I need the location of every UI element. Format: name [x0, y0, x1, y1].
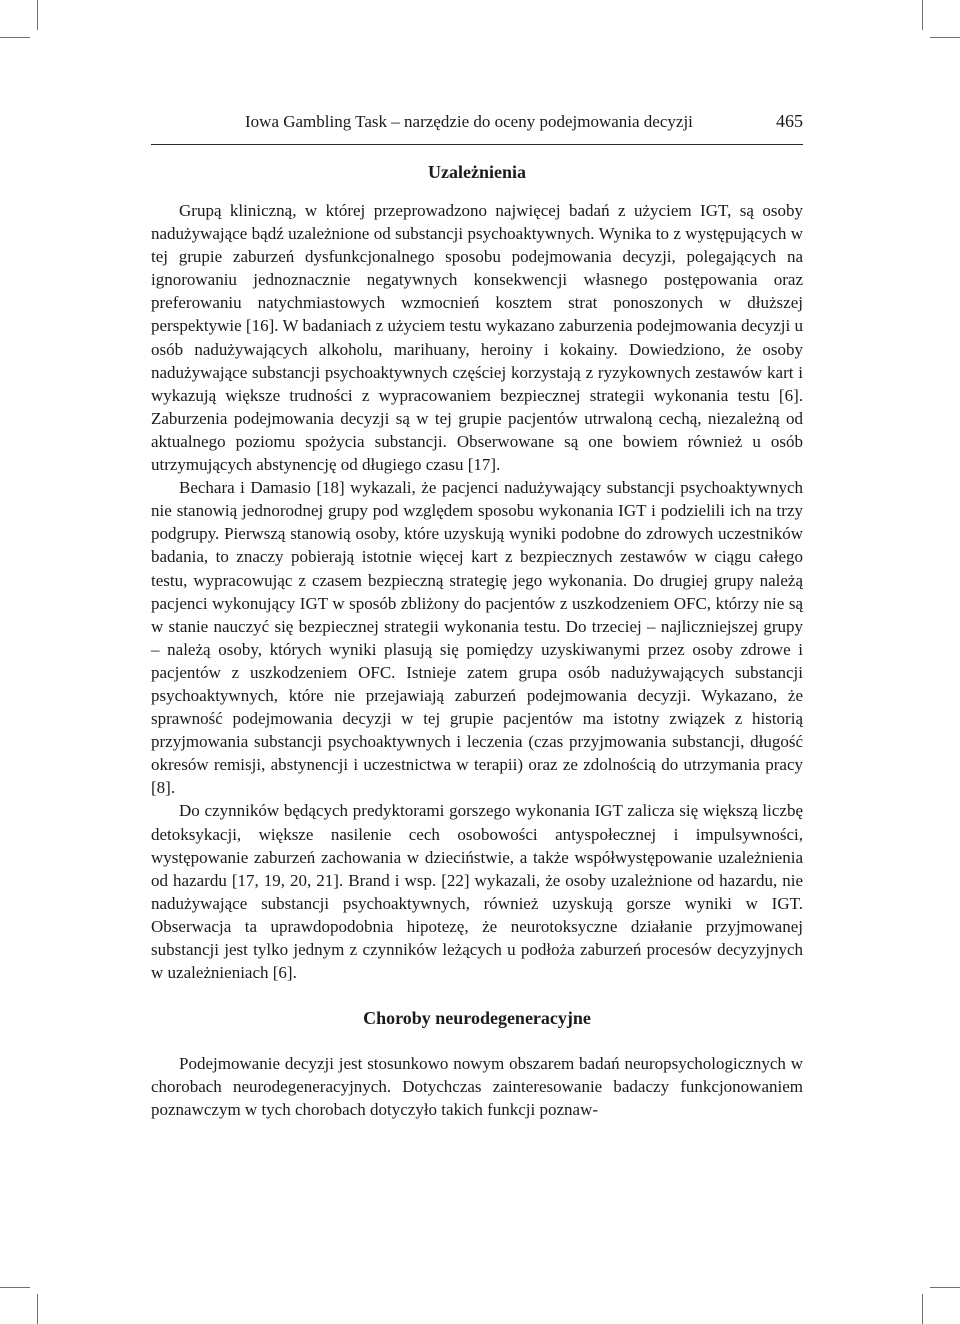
document-page — [151, 110, 803, 1121]
running-title: Iowa Gambling Task – narzędzie do oceny podejmowania decyzji — [245, 112, 693, 131]
body-paragraph: Do czynników będących predyktorami gorszego wykonania IGT zalicza się większą liczbę detoksykacji, większe nasilenie cech osobowości antyspołecznej i impulsywności, występowanie zaburzeń zachowania w dzieciństwie, a także współwystępowanie uzależnienia od hazardu [17, 19, 20, 21]. Brand i wsp. [22] wykazali, że osoby uzależnione od hazardu, nie nadużywające substancji psychoaktywnych, również uzyskują gorsze wyniki w IGT. Obserwacja ta uprawdopodobnia hipotezę, że neurotoksyczne działanie przyjmowanej substancji jest tylko jednym z czynników leżących u podłoża zaburzeń procesów decyzyjnych w uzależnieniach [6]. — [151, 801, 803, 983]
crop-mark — [922, 0, 923, 30]
crop-mark — [0, 1287, 30, 1288]
page-number: 465 — [776, 111, 803, 131]
crop-mark — [37, 1294, 38, 1324]
crop-mark — [37, 0, 38, 30]
crop-mark — [930, 37, 960, 38]
crop-mark — [930, 1287, 960, 1288]
section-heading-addictions: Uzależnienia — [428, 162, 526, 182]
body-paragraph: Grupą kliniczną, w której przeprowadzono najwięcej badań z użyciem IGT, są osoby nadużywające bądź uzależnione od substancji psychoaktywnych. Wynika to z występujących w tej grupie zaburzeń dysfunkcjonalnego sposobu podejmowania decyzji, polegających na ignorowaniu jednoznacznie negatywnych konsekwencji własnego postępowania oraz preferowaniu natychmiastowych wzmocnień kosztem strat ponoszonych w dłuższej perspektywie [16]. W badaniach z użyciem testu wykazano zaburzenia podejmowania decyzji u osób nadużywających alkoholu, marihuany, heroiny i kokainy. Dowiedziono, że osoby nadużywające substancji psychoaktywnych częściej korzystają z ryzykownych zestawów kart i wykazują większe trudności z wypracowaniem bezpiecznej strategii wykonania testu [6]. Zaburzenia podejmowania decyzji są w tej grupie pacjentów utrwaloną cechą, niezależną od aktualnego poziomu spożycia substancji. Obserwowane są one bowiem również u osób utrzymujących abstynencję od długiego czasu [17]. — [151, 201, 803, 475]
crop-mark — [922, 1294, 923, 1324]
crop-mark — [0, 37, 30, 38]
body-paragraph: Podejmowanie decyzji jest stosunkowo nowym obszarem badań neuropsychologicznych w chorobach neurodegeneracyjnych. Dotychczas zainteresowanie badaczy funkcjonowaniem poznawczym w tych chorobach dotyczyło takich funkcji poznaw- — [151, 1054, 803, 1120]
running-header — [151, 110, 803, 145]
section-heading-neurodegenerative-diseases: Choroby neurodegeneracyjne — [363, 1008, 591, 1029]
body-paragraph: Bechara i Damasio [18] wykazali, że pacjenci nadużywający substancji psychoaktywnych nie stanowią jednorodnej grupy pod względem sposobu wykonania IGT i podzielili ich na trzy podgrupy. Pierwszą stanowią osoby, które uzyskują wyniki podobne do zdrowych uczestników badania, to znaczy pobierają istotnie więcej kart z bezpiecznych zestawów w ciągu całego testu, wypracowując z czasem bezpieczną strategię jego wykonania. Do drugiej grupy należą pacjenci wykonujący IGT w sposób zbliżony do pacjentów z uszkodzeniem OFC, którzy nie są w stanie nauczyć się bezpiecznej strategii wykonania testu. Do trzeciej – najliczniejszej grupy – należą osoby, których wyniki plasują się pomiędzy uzyskiwanymi przez osoby zdrowe i pacjentów z uszkodzeniem OFC. Istnieje zatem grupa osób nadużywających substancji psychoaktywnych, które nie przejawiają zaburzeń podejmowania decyzji. Wykazano, że sprawność podejmowania decyzji w tej grupie pacjentów ma istotny związek z historią przyjmowania substancji psychoaktywnych i leczenia (czas przyjmowania substancji, długość okresów remisji, abstynencji i uczestnictwa w terapii) oraz ze zdolnością do utrzymania pracy [8]. — [151, 478, 803, 798]
